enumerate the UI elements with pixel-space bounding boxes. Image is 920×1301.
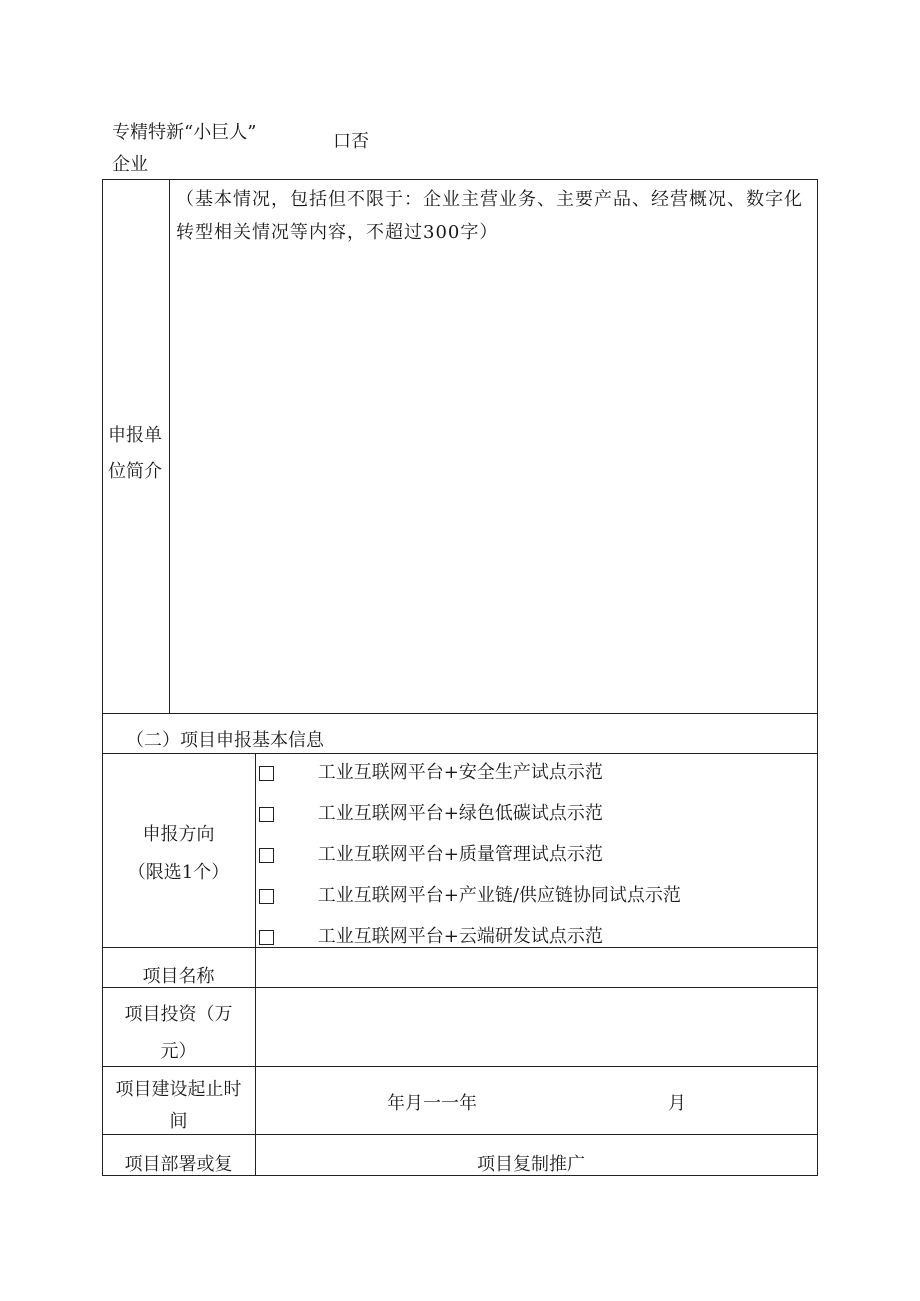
investment-label-line1: 项目投资（万: [124, 1004, 233, 1025]
direction-label-line1: 申报方向: [142, 824, 215, 845]
label-specialized-giant: 专精特新“小巨人”: [112, 122, 257, 143]
direction-option[interactable]: [259, 840, 603, 866]
direction-option-label: 工业互联网平台+云端研发试点示范: [317, 926, 603, 947]
direction-option-label: 工业互联网平台+产业链/供应链协同试点示范: [317, 885, 681, 906]
table-border-left: [102, 179, 103, 1176]
direction-option[interactable]: [259, 881, 681, 907]
profile-divider: [169, 179, 170, 713]
project-name-field[interactable]: [256, 948, 817, 987]
period-end-month[interactable]: 月: [668, 1093, 686, 1114]
row-divider-investment: [102, 1066, 818, 1067]
direction-option-label: 工业互联网平台+绿色低碳试点示范: [317, 803, 603, 824]
period-start-value[interactable]: 年月一一年: [387, 1093, 477, 1114]
row-divider-period: [102, 1134, 818, 1135]
direction-option[interactable]: [259, 922, 603, 948]
investment-label-line2: 元）: [160, 1041, 197, 1062]
checkbox[interactable]: [259, 766, 274, 781]
period-label-line2: 间: [169, 1111, 188, 1132]
checkbox[interactable]: [259, 807, 274, 822]
project-name-label: 项目名称: [142, 966, 215, 987]
row-divider-profile: [102, 713, 818, 714]
section-title: （二）项目申报基本信息: [126, 730, 324, 751]
profile-label-line1: 申报单: [108, 425, 162, 446]
option-no-checkbox[interactable]: 口否: [333, 131, 369, 152]
investment-field[interactable]: [256, 988, 817, 1066]
deploy-value[interactable]: 项目复制推广: [477, 1154, 585, 1175]
direction-option[interactable]: [259, 758, 603, 784]
row-divider-section: [102, 753, 818, 754]
table-border-top: [102, 179, 818, 180]
direction-option-label: 工业互联网平台+质量管理试点示范: [317, 844, 603, 865]
direction-option[interactable]: [259, 799, 603, 825]
period-label-line1: 项目建设起止时: [115, 1079, 242, 1100]
direction-option-label: 工业互联网平台+安全生产试点示范: [317, 762, 603, 783]
profile-instruction: （基本情况，包括但不限于：企业主营业务、主要产品、经营概况、数字化转型相关情况等内容，不超过300字）: [176, 189, 803, 243]
checkbox[interactable]: [259, 848, 274, 863]
profile-label-line2: 位简介: [108, 461, 162, 482]
checkbox[interactable]: [259, 930, 274, 945]
label-enterprise: 企业: [112, 154, 148, 175]
direction-label-line2: （限选1个）: [127, 862, 230, 883]
table-border-right: [817, 179, 818, 1176]
deploy-label: 项目部署或复: [124, 1154, 233, 1175]
profile-text-area[interactable]: [176, 183, 814, 703]
checkbox[interactable]: [259, 889, 274, 904]
